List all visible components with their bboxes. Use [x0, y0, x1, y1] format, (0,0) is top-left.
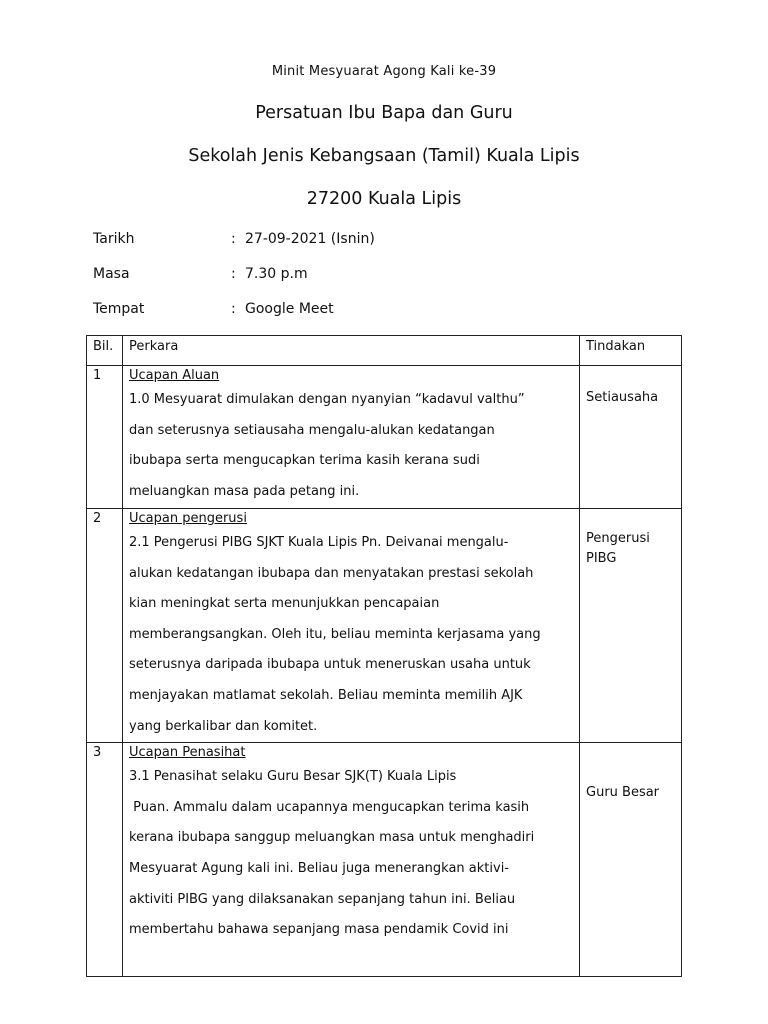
row-number-cell: [87, 366, 123, 509]
row-action-cell: [580, 509, 682, 743]
document-title-line-3: 27200 Kuala Lipis: [306, 189, 462, 209]
time-value: 7.30 p.m: [245, 266, 308, 282]
document-subtitle: Minit Mesyuarat Agong Kali ke-39: [271, 64, 497, 79]
row-text: [123, 761, 579, 946]
row-title: Ucapan Penasihat: [129, 745, 246, 761]
table-row: [87, 509, 682, 743]
row-text-line: ibubapa serta mengucapkan terima kasih kerana sudi: [129, 453, 480, 469]
place-label: Tempat: [93, 301, 145, 317]
date-label: Tarikh: [93, 231, 135, 247]
row-action-cell: [580, 743, 682, 977]
row-number: 3: [93, 745, 102, 761]
date-value: 27-09-2021 (Isnin): [245, 231, 375, 247]
row-text-line: kian meningkat serta menunjukkan pencapaian: [129, 596, 440, 612]
row-action-line: Guru Besar: [586, 785, 660, 801]
row-title: Ucapan pengerusi: [129, 511, 247, 526]
place-colon: :: [231, 301, 236, 317]
row-text-line: menjayakan matlamat sekolah. Beliau meminta memilih AJK: [129, 687, 523, 703]
row-matter-cell: [123, 509, 580, 743]
row-matter-cell: [123, 743, 580, 977]
table-row: [87, 743, 682, 977]
row-action: [580, 743, 681, 803]
row-action-line: PIBG: [586, 551, 617, 566]
table-row: [87, 366, 682, 509]
row-text-line: memberangsangkan. Oleh itu, beliau meminta kerjasama yang: [129, 626, 541, 642]
row-text-line: 3.1 Penasihat selaku Guru Besar SJK(T) Kuala Lipis: [129, 769, 457, 785]
row-action-cell: [580, 366, 682, 509]
header-cell-matter: [123, 336, 580, 366]
row-text-line: yang berkalibar dan komitet.: [129, 718, 318, 734]
row-text-line: Mesyuarat Agung kali ini. Beliau juga menerangkan aktivi-: [129, 860, 510, 876]
minutes-table: [86, 335, 682, 977]
document-title-line-1: Persatuan Ibu Bapa dan Guru: [255, 103, 513, 123]
row-text-line: aktiviti PIBG yang dilaksanakan sepanjang tahun ini. Beliau: [129, 891, 516, 907]
row-number-cell: [87, 743, 123, 977]
header-action-label: Tindakan: [586, 339, 646, 354]
row-text-line: kerana ibubapa sanggup meluangkan masa untuk menghadiri: [129, 830, 535, 846]
row-action: [580, 509, 681, 569]
row-text: [123, 527, 579, 742]
row-title: Ucapan Aluan: [129, 368, 220, 383]
row-matter-cell: [123, 366, 580, 509]
row-text-line: 1.0 Mesyuarat dimulakan dengan nyanyian “kadavul valthu”: [129, 392, 525, 407]
row-text-line: meluangkan masa pada petang ini.: [129, 483, 360, 499]
row-action: [580, 366, 681, 408]
row-text-line: seterusnya daripada ibubapa untuk meneruskan usaha untuk: [129, 657, 531, 673]
row-text-line: 2.1 Pengerusi PIBG SJKT Kuala Lipis Pn. Deivanai mengalu-: [129, 535, 509, 550]
row-action-line: Setiausaha: [586, 390, 659, 405]
time-colon: :: [231, 266, 236, 282]
row-text: [123, 384, 579, 507]
document-title-line-2: Sekolah Jenis Kebangsaan (Tamil) Kuala Lipis: [188, 146, 580, 166]
table-header-row: [87, 336, 682, 366]
header-number-label: Bil.: [93, 339, 114, 354]
row-text-line: membertahu bahawa sepanjang masa pendamik Covid ini: [129, 922, 509, 938]
header-cell-number: [87, 336, 123, 366]
place-value: Google Meet: [245, 301, 334, 317]
row-text-line: alukan kedatangan ibubapa dan menyatakan prestasi sekolah: [129, 565, 534, 581]
row-number: 2: [93, 511, 102, 526]
row-text-line: Puan. Ammalu dalam ucapannya mengucapkan terima kasih: [129, 799, 530, 815]
date-colon: :: [231, 231, 236, 247]
row-number: 1: [93, 368, 102, 383]
header-cell-action: [580, 336, 682, 366]
time-label: Masa: [93, 266, 130, 282]
row-action-line: Pengerusi: [586, 531, 650, 546]
row-number-cell: [87, 509, 123, 743]
row-text-line: dan seterusnya setiausaha mengalu-alukan kedatangan: [129, 422, 495, 438]
header-matter-label: Perkara: [129, 339, 179, 354]
